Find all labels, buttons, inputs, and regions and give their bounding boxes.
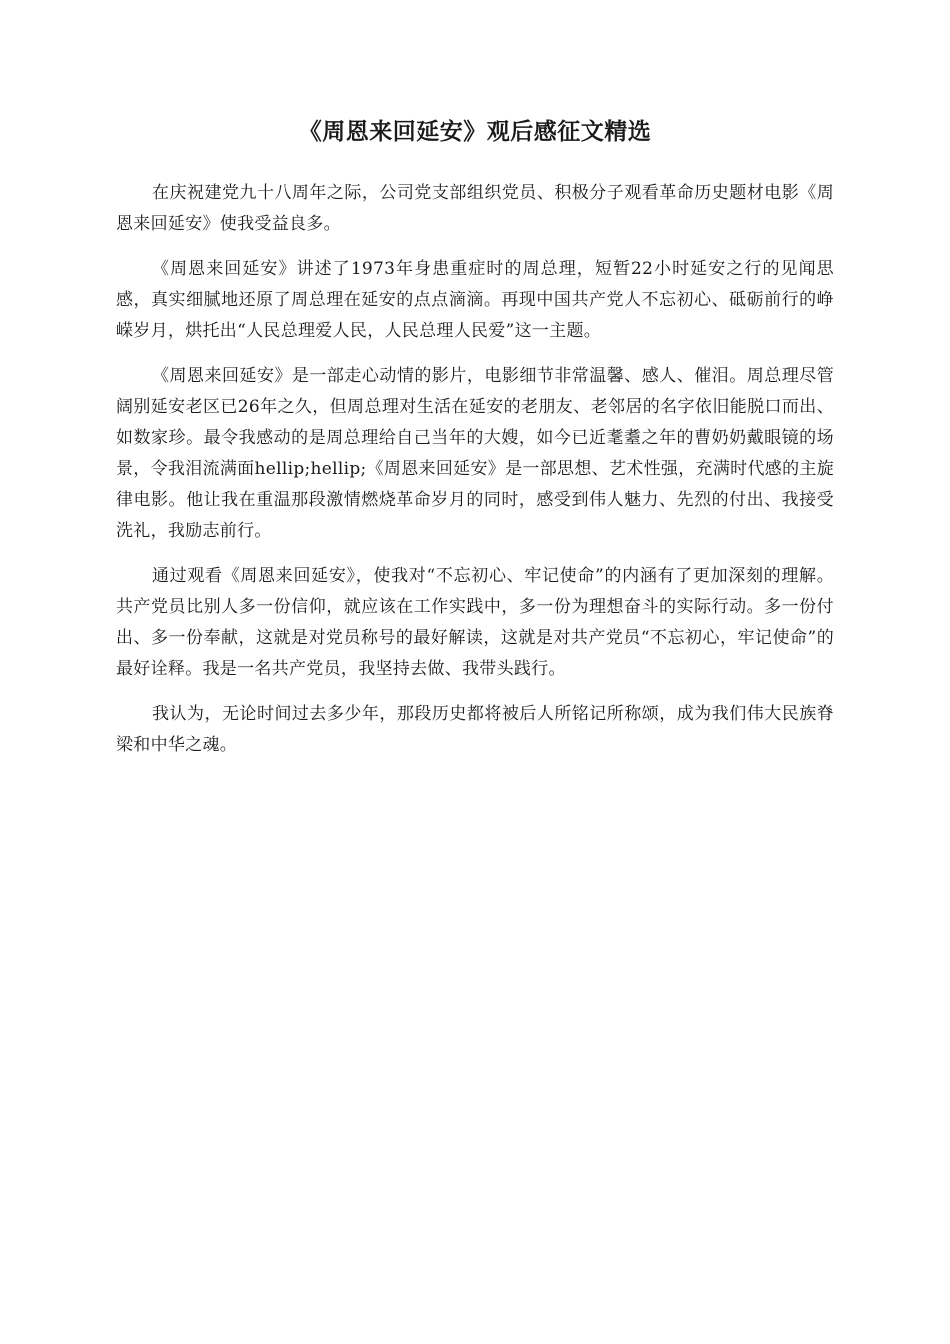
paragraph-5: 我认为，无论时间过去多少年，那段历史都将被后人所铭记所称颂，成为我们伟大民族脊梁和中华之魂。 (116, 704, 834, 755)
paragraph-4: 通过观看《周恩来回延安》，使我对“不忘初心、牢记使命”的内涵有了更加深刻的理解。共产党员比别人多一份信仰，就应该在工作实践中，多一份为理想奋斗的实际行动。多一份付出、多一份奉献，这就是对党员称号的最好解读，这就是对共产党员“不忘初心，牢记使命”的最好诠释。我是一名共产党员，我坚持去做、我带头践行。 (116, 566, 834, 679)
paragraph-2: 《周恩来回延安》讲述了1973年身患重症时的周总理，短暂22小时延安之行的见闻思感，真实细腻地还原了周总理在延安的点点滴滴。再现中国共产党人不忘初心、砥砺前行的峥嵘岁月，烘托出“人民总理爱人民，人民总理人民爱”这一主题。 (116, 259, 834, 341)
paragraph-3: 《周恩来回延安》是一部走心动情的影片，电影细节非常温馨、感人、催泪。周总理尽管阔别延安老区已26年之久，但周总理对生活在延安的老朋友、老邻居的名字依旧能脱口而出、如数家珍。最令我感动的是周总理给自己当年的大嫂，如今已近耄耋之年的曹奶奶戴眼镜的场景，令我泪流满面hellip;hellip;《周恩来回延安》是一部思想、艺术性强，充满时代感的主旋律电影。他让我在重温那段激情燃烧革命岁月的同时，感受到伟人魅力、先烈的付出、我接受洗礼，我励志前行。 (116, 366, 834, 541)
document-body (116, 178, 834, 775)
paragraph-1: 在庆祝建党九十八周年之际，公司党支部组织党员、积极分子观看革命历史题材电影《周恩来回延安》使我受益良多。 (116, 183, 834, 234)
document-title: 《周恩来回延安》观后感征文精选 (298, 119, 652, 145)
